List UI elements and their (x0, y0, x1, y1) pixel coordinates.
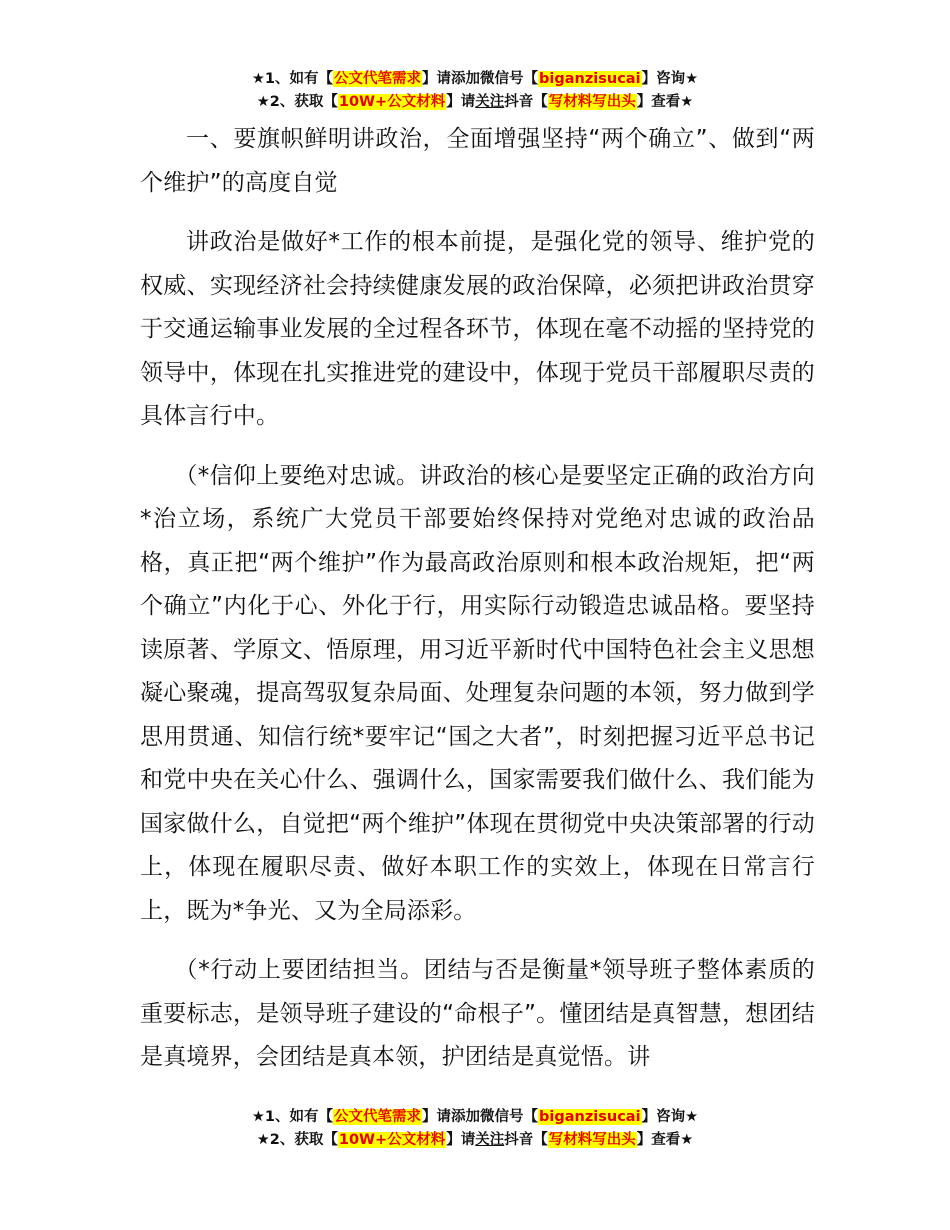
banner-line-2: ★2、获取【10W+公文材料】请关注抖音【写材料写出头】查看★ (256, 1132, 694, 1148)
paragraph-1: 讲政治是做好*工作的根本前提，是强化党的领导、维护党的权威、实现经济社会持续健康发展的政治保障，必须把讲政治贯穿于交通运输事业发展的全过程各环节，体现在毫不动摇的坚持党的领导中，体现在扎实推进党的建设中，体现于党员干部履职尽责的具体言行中。 (140, 229, 815, 429)
highlight-ghostwriting: 公文代笔需求 (334, 71, 422, 87)
footer-banner (0, 1106, 950, 1152)
header-banner (0, 68, 950, 114)
highlight-wechat-id: biganzisucai (539, 71, 641, 87)
highlight-ghostwriting: 公文代笔需求 (334, 1109, 422, 1125)
paragraph-2: （*信仰上要绝对忠诚。讲政治的核心是要坚定正确的政治方向*治立场，系统广大党员干部要始终保持对党绝对忠诚的政治品格，真正把“两个维护”作为最高政治原则和根本政治规矩，把“两个确立”内化于心、外化于行，用实际行动锻造忠诚品格。要坚持读原著、学原文、悟原理，用习近平新时代中国特色社会主义思想凝心聚魂，提高驾驭复杂局面、处理复杂问题的本领，努力做到学思用贯通、知信行统*要牢记“国之大者”，时刻把握习近平总书记和党中央在关心什么、强调什么，国家需要我们做什么、我们能为国家做什么，自觉把“两个维护”体现在贯彻党中央决策部署的行动上，体现在履职尽责、做好本职工作的实效上，体现在日常言行上，既为*争光、又为全局添彩。 (140, 462, 815, 924)
banner-line-2: ★2、获取【10W+公文材料】请关注抖音【写材料写出头】查看★ (256, 94, 694, 110)
highlight-wechat-id: biganzisucai (539, 1109, 641, 1125)
highlight-douyin-account: 写材料写出头 (548, 94, 636, 110)
follow-text: 关注 (475, 94, 505, 110)
banner-line-1: ★1、如有【公文代笔需求】请添加微信号【biganzisucai】咨询★ (251, 1109, 699, 1125)
highlight-materials: 10W+公文材料 (338, 94, 446, 110)
highlight-douyin-account: 写材料写出头 (548, 1132, 636, 1148)
banner-line-1: ★1、如有【公文代笔需求】请添加微信号【biganzisucai】咨询★ (251, 71, 699, 87)
paragraph-3: （*行动上要团结担当。团结与否是衡量*领导班子整体素质的重要标志，是领导班子建设的“命根子”。懂团结是真智慧，想团结是真境界，会团结是真本领，护团结是真觉悟。讲 (140, 957, 815, 1070)
follow-text: 关注 (475, 1132, 505, 1148)
document-body (140, 118, 815, 1096)
section-heading: 一、要旗帜鲜明讲政治，全面增强坚持“两个确立”、做到“两个维护”的高度自觉 (140, 126, 815, 196)
highlight-materials: 10W+公文材料 (338, 1132, 446, 1148)
